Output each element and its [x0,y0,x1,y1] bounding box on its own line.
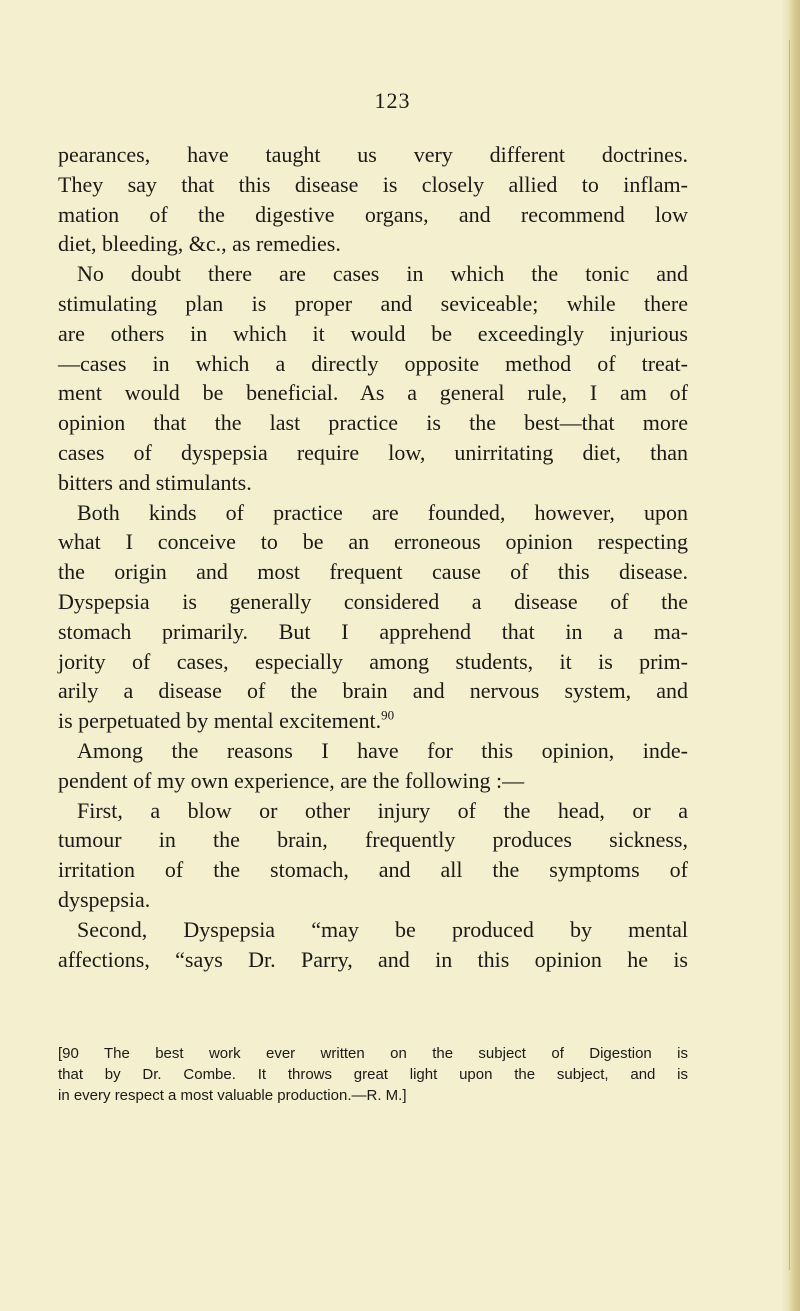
text-line: mation of the digestive organs, and recommend low [58,201,688,227]
text-line: is perpetuated by mental excitement. [58,708,382,734]
text-line: jority of cases, especially among students, it is prim- [58,648,688,674]
text-line: Among the reasons I have for this opinion, inde- [77,737,688,763]
text-line: diet, bleeding, &c., as remedies. [58,231,341,257]
text-line: stimulating plan is proper and seviceable; while there [58,290,688,316]
text-line: dyspepsia. [58,886,151,912]
page-edge [782,0,800,1311]
text-line: Second, Dyspepsia “may be produced by mental [77,916,688,942]
text-line: pearances, have taught us very different doctrines. [58,142,688,167]
text-line: arily a disease of the brain and nervous system, and [58,678,688,704]
text-line: the origin and most frequent cause of this disease. [58,559,688,585]
page-number: 123 [374,88,411,113]
text-line: pendent of my own experience, are the following :— [58,767,525,793]
text-line: They say that this disease is closely allied to inflam- [58,171,688,197]
text-line: No doubt there are cases in which the tonic and [77,261,688,287]
footnote-line: that by Dr. Combe. It throws great light upon the subject, and is [58,1066,688,1083]
text-line: bitters and stimulants. [58,469,252,495]
text-line: stomach primarily. But I apprehend that in a ma- [58,618,688,644]
footnote [58,1043,688,1106]
text-line: affections, “says Dr. Parry, and in this opinion he is [58,946,688,972]
footnote-line: [90 The best work ever written on the subject of Digestion is [58,1045,688,1062]
text-line: cases of dyspepsia require low, unirritating diet, than [58,439,688,465]
text-line: tumour in the brain, frequently produces sickness, [58,827,688,853]
text-line-with-footnote-ref [58,706,688,736]
text-line: are others in which it would be exceedingly injurious [58,320,688,346]
text-line: opinion that the last practice is the best—that more [58,410,688,436]
page-edge-line [789,40,790,1270]
text-line: ment would be beneficial. As a general rule, I am of [58,380,688,406]
footnote-ref: 90 [381,707,395,723]
body-text [58,140,688,974]
text-line: Dyspepsia is generally considered a disease of the [58,588,688,614]
text-line: Both kinds of practice are founded, however, upon [77,499,688,525]
text-line: —cases in which a directly opposite method of treat- [58,350,688,376]
footnote-line: in every respect a most valuable production.—R. M.] [58,1087,407,1104]
text-line: what I conceive to be an erroneous opinion respecting [58,529,688,555]
text-line: irritation of the stomach, and all the symptoms of [58,857,688,883]
text-line: First, a blow or other injury of the head, or a [77,797,688,823]
